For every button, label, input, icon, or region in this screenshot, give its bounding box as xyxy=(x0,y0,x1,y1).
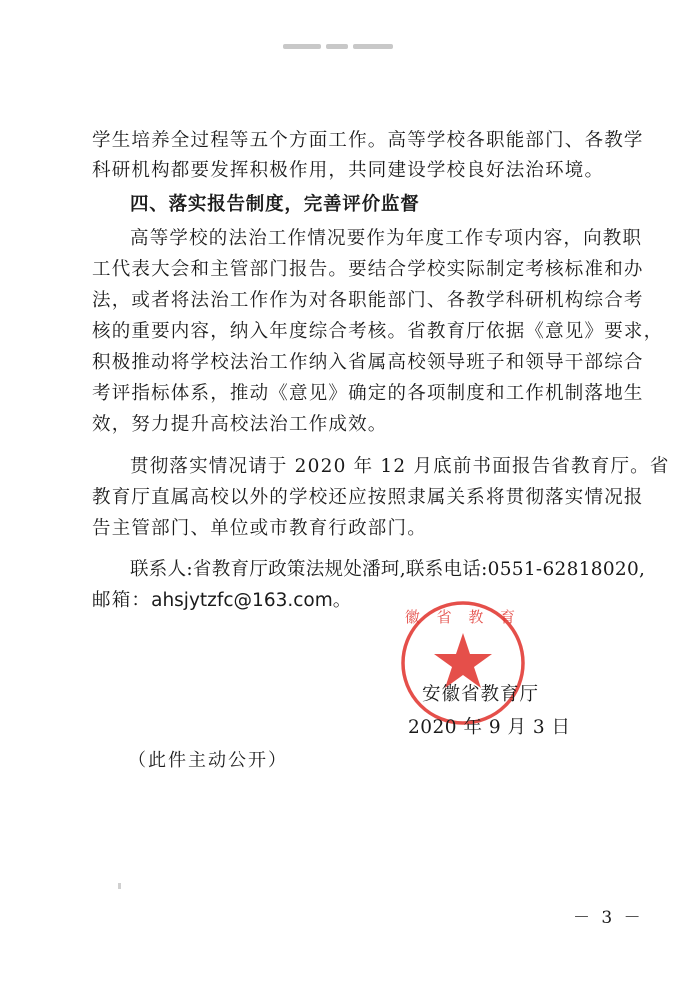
body-line-6: 核的重要内容，纳入年度综合考核。省教育厅依据《意见》要求， xyxy=(92,321,664,342)
issue-date: 2020 年 9 月 3 日 xyxy=(408,717,571,738)
body-line-7: 积极推动将学校法治工作纳入省属高校领导班子和领导干部综合 xyxy=(92,352,644,373)
official-seal xyxy=(398,598,528,728)
issuer-name: 安徽省教育厅 xyxy=(422,684,540,705)
body-line-8: 考评指标体系，推动《意见》确定的各项制度和工作机制落地生 xyxy=(92,383,644,404)
email-line xyxy=(92,587,612,615)
email-end: 。 xyxy=(332,590,353,611)
body-line-2: 科研机构都要发挥积极作用，共同建设学校良好法治环境。 xyxy=(92,160,605,181)
svg-text:徽 省 教 育: 徽 省 教 育 xyxy=(404,608,522,626)
scan-artifact xyxy=(283,36,423,46)
email-label: 邮箱： xyxy=(92,590,152,611)
body-line-5: 法，或者将法治工作作为对各职能部门、各教学科研机构综合考 xyxy=(92,290,644,311)
contact-line: 联系人:省教育厅政策法规处潘珂,联系电话:0551-62818020, xyxy=(130,559,646,580)
body-line-3: 高等学校的法治工作情况要作为年度工作专项内容，向教职 xyxy=(130,228,643,249)
body-line-10: 贯彻落实情况请于 2020 年 12 月底前书面报告省教育厅。省 xyxy=(130,456,670,477)
body-line-12: 告主管部门、单位或市教育行政部门。 xyxy=(92,518,427,539)
page-number: － 3 － xyxy=(573,908,644,928)
email-address: ahsjytzfc@163.com xyxy=(151,590,333,611)
scan-speck xyxy=(118,883,121,889)
body-line-4: 工代表大会和主管部门报告。要结合学校实际制定考核标准和办 xyxy=(92,259,644,280)
disclosure-note: （此件主动公开） xyxy=(128,750,288,771)
body-line-9: 效，努力提升高校法治工作成效。 xyxy=(92,414,388,435)
body-line-11: 教育厅直属高校以外的学校还应按照隶属关系将贯彻落实情况报 xyxy=(92,487,644,508)
section-heading: 四、落实报告制度，完善评价监督 xyxy=(130,194,420,215)
body-line-1: 学生培养全过程等五个方面工作。高等学校各职能部门、各教学 xyxy=(92,130,644,151)
